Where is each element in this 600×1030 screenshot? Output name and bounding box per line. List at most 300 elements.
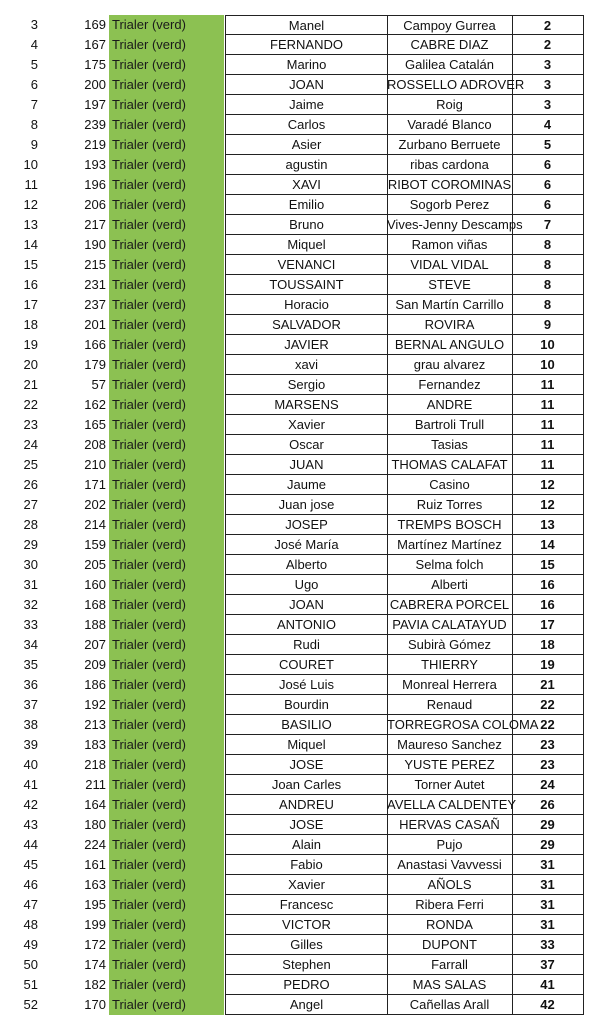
- points-cell: 16: [512, 575, 584, 595]
- table-row: [0, 915, 600, 935]
- last-name-cell: Pujo: [387, 835, 513, 855]
- category-cell: Trialer (verd): [109, 375, 224, 395]
- first-name-cell: VICTOR: [225, 915, 388, 935]
- position-cell: 34: [23, 637, 38, 652]
- position-cell: 44: [23, 837, 38, 852]
- last-name-cell: Renaud: [387, 695, 513, 715]
- first-name-cell: MARSENS: [225, 395, 388, 415]
- last-name-cell: ANDRE: [387, 395, 513, 415]
- dorsal-cell: 193: [84, 157, 106, 172]
- table-row: [0, 235, 600, 255]
- points-cell: 5: [512, 135, 584, 155]
- dorsal-cell: 190: [84, 237, 106, 252]
- category-cell: Trialer (verd): [109, 675, 224, 695]
- points-cell: 14: [512, 535, 584, 555]
- position-cell: 31: [23, 577, 38, 592]
- last-name-cell: Martínez Martínez: [387, 535, 513, 555]
- table-row: [0, 975, 600, 995]
- points-cell: 6: [512, 175, 584, 195]
- last-name-cell: ROSSELLO ADROVER: [387, 75, 513, 95]
- points-cell: 11: [512, 455, 584, 475]
- first-name-cell: FERNANDO: [225, 35, 388, 55]
- dorsal-cell: 213: [84, 717, 106, 732]
- dorsal-cell: 169: [84, 17, 106, 32]
- last-name-cell: ribas cardona: [387, 155, 513, 175]
- table-row: [0, 15, 600, 35]
- category-cell: Trialer (verd): [109, 795, 224, 815]
- dorsal-cell: 183: [84, 737, 106, 752]
- dorsal-cell: 165: [84, 417, 106, 432]
- first-name-cell: Miquel: [225, 235, 388, 255]
- points-cell: 2: [512, 35, 584, 55]
- first-name-cell: SALVADOR: [225, 315, 388, 335]
- points-cell: 15: [512, 555, 584, 575]
- dorsal-cell: 57: [91, 377, 106, 392]
- table-row: [0, 195, 600, 215]
- first-name-cell: Horacio: [225, 295, 388, 315]
- last-name-cell: RONDA: [387, 915, 513, 935]
- dorsal-cell: 186: [84, 677, 106, 692]
- category-cell: Trialer (verd): [109, 15, 224, 35]
- position-cell: 21: [23, 377, 38, 392]
- points-cell: 8: [512, 275, 584, 295]
- table-row: [0, 115, 600, 135]
- last-name-cell: Varadé Blanco: [387, 115, 513, 135]
- category-cell: Trialer (verd): [109, 255, 224, 275]
- position-cell: 10: [23, 157, 38, 172]
- position-cell: 25: [23, 457, 38, 472]
- category-cell: Trialer (verd): [109, 275, 224, 295]
- points-cell: 12: [512, 475, 584, 495]
- table-row: [0, 335, 600, 355]
- points-cell: 31: [512, 875, 584, 895]
- points-cell: 29: [512, 835, 584, 855]
- position-cell: 29: [23, 537, 38, 552]
- dorsal-cell: 170: [84, 997, 106, 1012]
- dorsal-cell: 163: [84, 877, 106, 892]
- first-name-cell: Jaime: [225, 95, 388, 115]
- first-name-cell: Alain: [225, 835, 388, 855]
- table-row: [0, 555, 600, 575]
- first-name-cell: Gilles: [225, 935, 388, 955]
- position-cell: 9: [30, 137, 38, 152]
- points-cell: 8: [512, 295, 584, 315]
- dorsal-cell: 179: [84, 357, 106, 372]
- category-cell: Trialer (verd): [109, 95, 224, 115]
- table-row: [0, 375, 600, 395]
- points-cell: 3: [512, 55, 584, 75]
- position-cell: 3: [30, 17, 38, 32]
- table-row: [0, 575, 600, 595]
- category-cell: Trialer (verd): [109, 295, 224, 315]
- category-cell: Trialer (verd): [109, 75, 224, 95]
- category-cell: Trialer (verd): [109, 555, 224, 575]
- first-name-cell: Bourdin: [225, 695, 388, 715]
- last-name-cell: Anastasi Vavvessi: [387, 855, 513, 875]
- dorsal-cell: 167: [84, 37, 106, 52]
- category-cell: Trialer (verd): [109, 655, 224, 675]
- table-row: [0, 515, 600, 535]
- first-name-cell: Juan jose: [225, 495, 388, 515]
- last-name-cell: Ramon viñas: [387, 235, 513, 255]
- first-name-cell: agustin: [225, 155, 388, 175]
- category-cell: Trialer (verd): [109, 535, 224, 555]
- first-name-cell: Bruno: [225, 215, 388, 235]
- first-name-cell: Francesc: [225, 895, 388, 915]
- category-cell: Trialer (verd): [109, 435, 224, 455]
- last-name-cell: Tasias: [387, 435, 513, 455]
- position-cell: 33: [23, 617, 38, 632]
- last-name-cell: AVELLA CALDENTEY: [387, 795, 513, 815]
- first-name-cell: Carlos: [225, 115, 388, 135]
- points-cell: 24: [512, 775, 584, 795]
- table-row: [0, 295, 600, 315]
- category-cell: Trialer (verd): [109, 995, 224, 1015]
- points-cell: 16: [512, 595, 584, 615]
- position-cell: 7: [30, 97, 38, 112]
- points-cell: 13: [512, 515, 584, 535]
- dorsal-cell: 196: [84, 177, 106, 192]
- first-name-cell: PEDRO: [225, 975, 388, 995]
- last-name-cell: THOMAS CALAFAT: [387, 455, 513, 475]
- points-cell: 33: [512, 935, 584, 955]
- first-name-cell: Xavier: [225, 415, 388, 435]
- category-cell: Trialer (verd): [109, 415, 224, 435]
- first-name-cell: JOSE: [225, 755, 388, 775]
- first-name-cell: VENANCI: [225, 255, 388, 275]
- first-name-cell: JOSEP: [225, 515, 388, 535]
- table-row: [0, 55, 600, 75]
- position-cell: 14: [23, 237, 38, 252]
- first-name-cell: Joan Carles: [225, 775, 388, 795]
- first-name-cell: Manel: [225, 15, 388, 35]
- last-name-cell: TORREGROSA COLOMA: [387, 715, 513, 735]
- points-cell: 12: [512, 495, 584, 515]
- last-name-cell: grau alvarez: [387, 355, 513, 375]
- category-cell: Trialer (verd): [109, 855, 224, 875]
- category-cell: Trialer (verd): [109, 815, 224, 835]
- position-cell: 35: [23, 657, 38, 672]
- table-row: [0, 435, 600, 455]
- points-cell: 4: [512, 115, 584, 135]
- category-cell: Trialer (verd): [109, 955, 224, 975]
- table-row: [0, 955, 600, 975]
- last-name-cell: Sogorb Perez: [387, 195, 513, 215]
- dorsal-cell: 209: [84, 657, 106, 672]
- first-name-cell: Stephen: [225, 955, 388, 975]
- position-cell: 27: [23, 497, 38, 512]
- category-cell: Trialer (verd): [109, 155, 224, 175]
- first-name-cell: Jaume: [225, 475, 388, 495]
- table-row: [0, 355, 600, 375]
- position-cell: 22: [23, 397, 38, 412]
- position-cell: 16: [23, 277, 38, 292]
- points-cell: 3: [512, 95, 584, 115]
- first-name-cell: xavi: [225, 355, 388, 375]
- first-name-cell: JUAN: [225, 455, 388, 475]
- position-cell: 52: [23, 997, 38, 1012]
- category-cell: Trialer (verd): [109, 895, 224, 915]
- table-row: [0, 735, 600, 755]
- last-name-cell: Galilea Catalán: [387, 55, 513, 75]
- first-name-cell: TOUSSAINT: [225, 275, 388, 295]
- points-cell: 22: [512, 695, 584, 715]
- category-cell: Trialer (verd): [109, 635, 224, 655]
- last-name-cell: Subirà Gómez: [387, 635, 513, 655]
- first-name-cell: Rudi: [225, 635, 388, 655]
- points-cell: 42: [512, 995, 584, 1015]
- category-cell: Trialer (verd): [109, 695, 224, 715]
- dorsal-cell: 210: [84, 457, 106, 472]
- table-row: [0, 775, 600, 795]
- points-cell: 8: [512, 255, 584, 275]
- dorsal-cell: 201: [84, 317, 106, 332]
- category-cell: Trialer (verd): [109, 455, 224, 475]
- first-name-cell: Oscar: [225, 435, 388, 455]
- dorsal-cell: 195: [84, 897, 106, 912]
- position-cell: 40: [23, 757, 38, 772]
- dorsal-cell: 219: [84, 137, 106, 152]
- points-cell: 6: [512, 155, 584, 175]
- table-row: [0, 455, 600, 475]
- position-cell: 38: [23, 717, 38, 732]
- points-cell: 19: [512, 655, 584, 675]
- points-cell: 11: [512, 395, 584, 415]
- position-cell: 18: [23, 317, 38, 332]
- category-cell: Trialer (verd): [109, 215, 224, 235]
- dorsal-cell: 215: [84, 257, 106, 272]
- category-cell: Trialer (verd): [109, 335, 224, 355]
- first-name-cell: ANDREU: [225, 795, 388, 815]
- table-row: [0, 675, 600, 695]
- points-cell: 6: [512, 195, 584, 215]
- points-cell: 31: [512, 855, 584, 875]
- position-cell: 46: [23, 877, 38, 892]
- category-cell: Trialer (verd): [109, 195, 224, 215]
- position-cell: 30: [23, 557, 38, 572]
- category-cell: Trialer (verd): [109, 395, 224, 415]
- points-cell: 17: [512, 615, 584, 635]
- first-name-cell: JOSE: [225, 815, 388, 835]
- last-name-cell: Campoy Gurrea: [387, 15, 513, 35]
- position-cell: 23: [23, 417, 38, 432]
- table-row: [0, 635, 600, 655]
- category-cell: Trialer (verd): [109, 615, 224, 635]
- last-name-cell: DUPONT: [387, 935, 513, 955]
- first-name-cell: ANTONIO: [225, 615, 388, 635]
- category-cell: Trialer (verd): [109, 595, 224, 615]
- table-row: [0, 135, 600, 155]
- position-cell: 32: [23, 597, 38, 612]
- dorsal-cell: 159: [84, 537, 106, 552]
- last-name-cell: STEVE: [387, 275, 513, 295]
- dorsal-cell: 174: [84, 957, 106, 972]
- position-cell: 6: [30, 77, 38, 92]
- position-cell: 45: [23, 857, 38, 872]
- first-name-cell: Fabio: [225, 855, 388, 875]
- table-row: [0, 615, 600, 635]
- table-row: [0, 255, 600, 275]
- table-row: [0, 35, 600, 55]
- last-name-cell: RIBOT COROMINAS: [387, 175, 513, 195]
- dorsal-cell: 218: [84, 757, 106, 772]
- position-cell: 48: [23, 917, 38, 932]
- dorsal-cell: 239: [84, 117, 106, 132]
- category-cell: Trialer (verd): [109, 975, 224, 995]
- points-cell: 8: [512, 235, 584, 255]
- last-name-cell: Selma folch: [387, 555, 513, 575]
- category-cell: Trialer (verd): [109, 755, 224, 775]
- table-row: [0, 995, 600, 1015]
- table-row: [0, 475, 600, 495]
- dorsal-cell: 172: [84, 937, 106, 952]
- points-cell: 31: [512, 915, 584, 935]
- table-row: [0, 815, 600, 835]
- table-row: [0, 595, 600, 615]
- table-row: [0, 535, 600, 555]
- position-cell: 41: [23, 777, 38, 792]
- position-cell: 39: [23, 737, 38, 752]
- points-cell: 11: [512, 375, 584, 395]
- table-row: [0, 175, 600, 195]
- table-row: [0, 755, 600, 775]
- category-cell: Trialer (verd): [109, 575, 224, 595]
- position-cell: 51: [23, 977, 38, 992]
- last-name-cell: Cañellas Arall: [387, 995, 513, 1015]
- category-cell: Trialer (verd): [109, 355, 224, 375]
- category-cell: Trialer (verd): [109, 475, 224, 495]
- dorsal-cell: 200: [84, 77, 106, 92]
- table-row: [0, 715, 600, 735]
- table-row: [0, 155, 600, 175]
- dorsal-cell: 160: [84, 577, 106, 592]
- dorsal-cell: 224: [84, 837, 106, 852]
- points-cell: 18: [512, 635, 584, 655]
- last-name-cell: Ribera Ferri: [387, 895, 513, 915]
- last-name-cell: PAVIA CALATAYUD: [387, 615, 513, 635]
- last-name-cell: Fernandez: [387, 375, 513, 395]
- points-cell: 7: [512, 215, 584, 235]
- points-cell: 21: [512, 675, 584, 695]
- last-name-cell: TREMPS BOSCH: [387, 515, 513, 535]
- position-cell: 19: [23, 337, 38, 352]
- first-name-cell: COURET: [225, 655, 388, 675]
- dorsal-cell: 237: [84, 297, 106, 312]
- last-name-cell: San Martín Carrillo: [387, 295, 513, 315]
- position-cell: 12: [23, 197, 38, 212]
- first-name-cell: JOAN: [225, 595, 388, 615]
- points-cell: 23: [512, 735, 584, 755]
- first-name-cell: Asier: [225, 135, 388, 155]
- last-name-cell: Bartroli Trull: [387, 415, 513, 435]
- last-name-cell: Alberti: [387, 575, 513, 595]
- last-name-cell: VIDAL VIDAL: [387, 255, 513, 275]
- table-row: [0, 95, 600, 115]
- position-cell: 37: [23, 697, 38, 712]
- dorsal-cell: 214: [84, 517, 106, 532]
- points-cell: 31: [512, 895, 584, 915]
- position-cell: 15: [23, 257, 38, 272]
- table-row: [0, 835, 600, 855]
- points-cell: 9: [512, 315, 584, 335]
- category-cell: Trialer (verd): [109, 135, 224, 155]
- last-name-cell: ROVIRA: [387, 315, 513, 335]
- category-cell: Trialer (verd): [109, 935, 224, 955]
- last-name-cell: Vives-Jenny Descamps: [387, 215, 513, 235]
- category-cell: Trialer (verd): [109, 875, 224, 895]
- dorsal-cell: 192: [84, 697, 106, 712]
- first-name-cell: Angel: [225, 995, 388, 1015]
- category-cell: Trialer (verd): [109, 775, 224, 795]
- position-cell: 49: [23, 937, 38, 952]
- last-name-cell: BERNAL ANGULO: [387, 335, 513, 355]
- last-name-cell: YUSTE PEREZ: [387, 755, 513, 775]
- table-row: [0, 215, 600, 235]
- table-row: [0, 895, 600, 915]
- table-row: [0, 495, 600, 515]
- last-name-cell: CABRERA PORCEL: [387, 595, 513, 615]
- first-name-cell: BASILIO: [225, 715, 388, 735]
- first-name-cell: Miquel: [225, 735, 388, 755]
- first-name-cell: Sergio: [225, 375, 388, 395]
- dorsal-cell: 199: [84, 917, 106, 932]
- points-cell: 3: [512, 75, 584, 95]
- dorsal-cell: 231: [84, 277, 106, 292]
- points-cell: 26: [512, 795, 584, 815]
- position-cell: 17: [23, 297, 38, 312]
- category-cell: Trialer (verd): [109, 115, 224, 135]
- points-cell: 23: [512, 755, 584, 775]
- position-cell: 11: [24, 177, 38, 192]
- table-row: [0, 655, 600, 675]
- first-name-cell: José Luis: [225, 675, 388, 695]
- points-cell: 10: [512, 355, 584, 375]
- position-cell: 47: [23, 897, 38, 912]
- first-name-cell: Marino: [225, 55, 388, 75]
- last-name-cell: Ruiz Torres: [387, 495, 513, 515]
- category-cell: Trialer (verd): [109, 515, 224, 535]
- position-cell: 26: [23, 477, 38, 492]
- category-cell: Trialer (verd): [109, 835, 224, 855]
- first-name-cell: Xavier: [225, 875, 388, 895]
- position-cell: 43: [23, 817, 38, 832]
- last-name-cell: AÑOLS: [387, 875, 513, 895]
- dorsal-cell: 162: [84, 397, 106, 412]
- points-cell: 41: [512, 975, 584, 995]
- table-row: [0, 75, 600, 95]
- table-row: [0, 875, 600, 895]
- table-row: [0, 795, 600, 815]
- dorsal-cell: 166: [84, 337, 106, 352]
- category-cell: Trialer (verd): [109, 915, 224, 935]
- dorsal-cell: 211: [85, 777, 106, 792]
- category-cell: Trialer (verd): [109, 235, 224, 255]
- dorsal-cell: 175: [84, 57, 106, 72]
- position-cell: 13: [23, 217, 38, 232]
- points-cell: 11: [512, 435, 584, 455]
- category-cell: Trialer (verd): [109, 35, 224, 55]
- position-cell: 8: [30, 117, 38, 132]
- table-row: [0, 855, 600, 875]
- first-name-cell: XAVI: [225, 175, 388, 195]
- dorsal-cell: 207: [84, 637, 106, 652]
- last-name-cell: MAS SALAS: [387, 975, 513, 995]
- first-name-cell: JAVIER: [225, 335, 388, 355]
- dorsal-cell: 168: [84, 597, 106, 612]
- dorsal-cell: 202: [84, 497, 106, 512]
- last-name-cell: HERVAS CASAÑ: [387, 815, 513, 835]
- dorsal-cell: 164: [84, 797, 106, 812]
